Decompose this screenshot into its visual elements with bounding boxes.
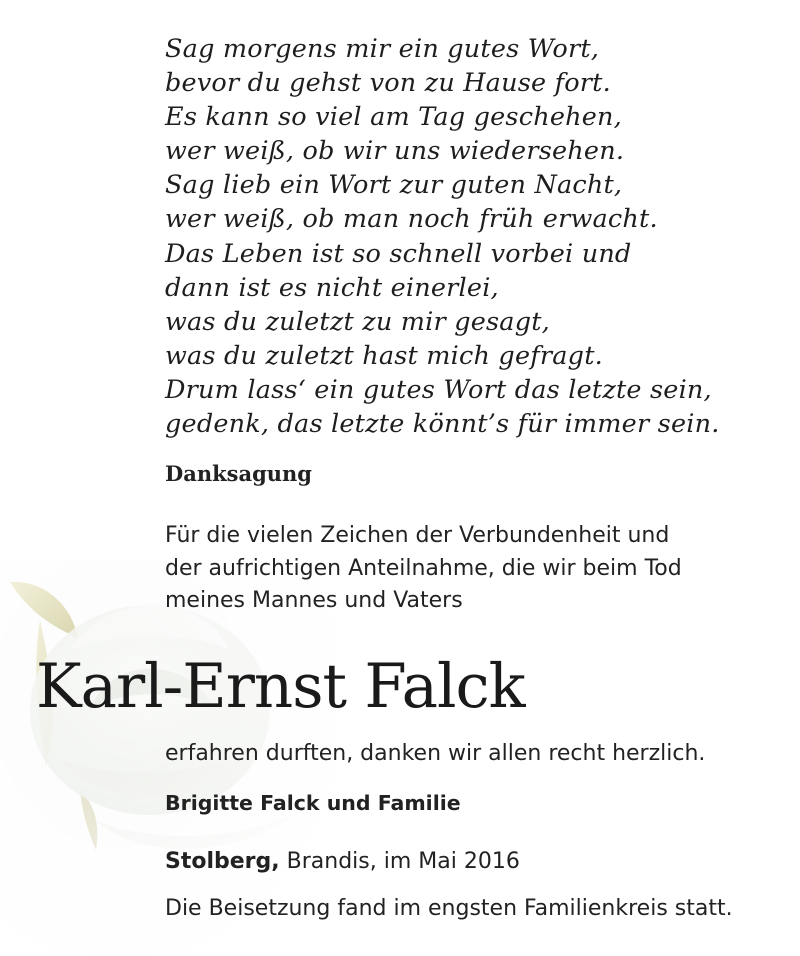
- thanks-text: [165, 520, 682, 618]
- deceased-name: Karl-Ernst Falck: [36, 651, 525, 722]
- place-date: [165, 846, 520, 878]
- thanks-line: Für die vielen Zeichen der Verbundenheit und: [165, 523, 670, 548]
- poem-line: gedenk, das letzte könnt’s für immer sein.: [165, 409, 720, 440]
- poem-line: bevor du gehst von zu Hause fort.: [165, 68, 611, 99]
- poem-line: wer weiß, ob man noch früh erwacht.: [165, 204, 658, 235]
- place-city: Stolberg,: [165, 849, 280, 874]
- poem-line: was du zuletzt zu mir gesagt,: [165, 306, 550, 337]
- thanks-closing: erfahren durften, danken wir allen recht herzlich.: [165, 741, 706, 766]
- poem: [165, 32, 720, 441]
- poem-line: Es kann so viel am Tag geschehen,: [165, 102, 622, 133]
- poem-line: wer weiß, ob wir uns wiedersehen.: [165, 136, 625, 167]
- place-rest: Brandis, im Mai 2016: [279, 849, 520, 874]
- thanks-line: der aufrichtigen Anteilnahme, die wir beim Tod: [165, 555, 682, 581]
- poem-line: Sag morgens mir ein gutes Wort,: [165, 34, 600, 64]
- danksagung-heading: Danksagung: [165, 461, 312, 486]
- poem-line: was du zuletzt hast mich gefragt.: [165, 340, 603, 371]
- poem-line: Sag lieb ein Wort zur guten Nacht,: [165, 170, 623, 201]
- burial-note: Die Beisetzung fand im engsten Familienkreis statt.: [165, 896, 733, 921]
- poem-line: dann ist es nicht einerlei,: [165, 272, 499, 303]
- poem-line: Das Leben ist so schnell vorbei und: [165, 238, 632, 269]
- poem-line: Drum lass‘ ein gutes Wort das letzte sein,: [165, 374, 712, 405]
- thanks-line: meines Mannes und Vaters: [165, 588, 463, 613]
- signature: Brigitte Falck und Familie: [165, 791, 461, 815]
